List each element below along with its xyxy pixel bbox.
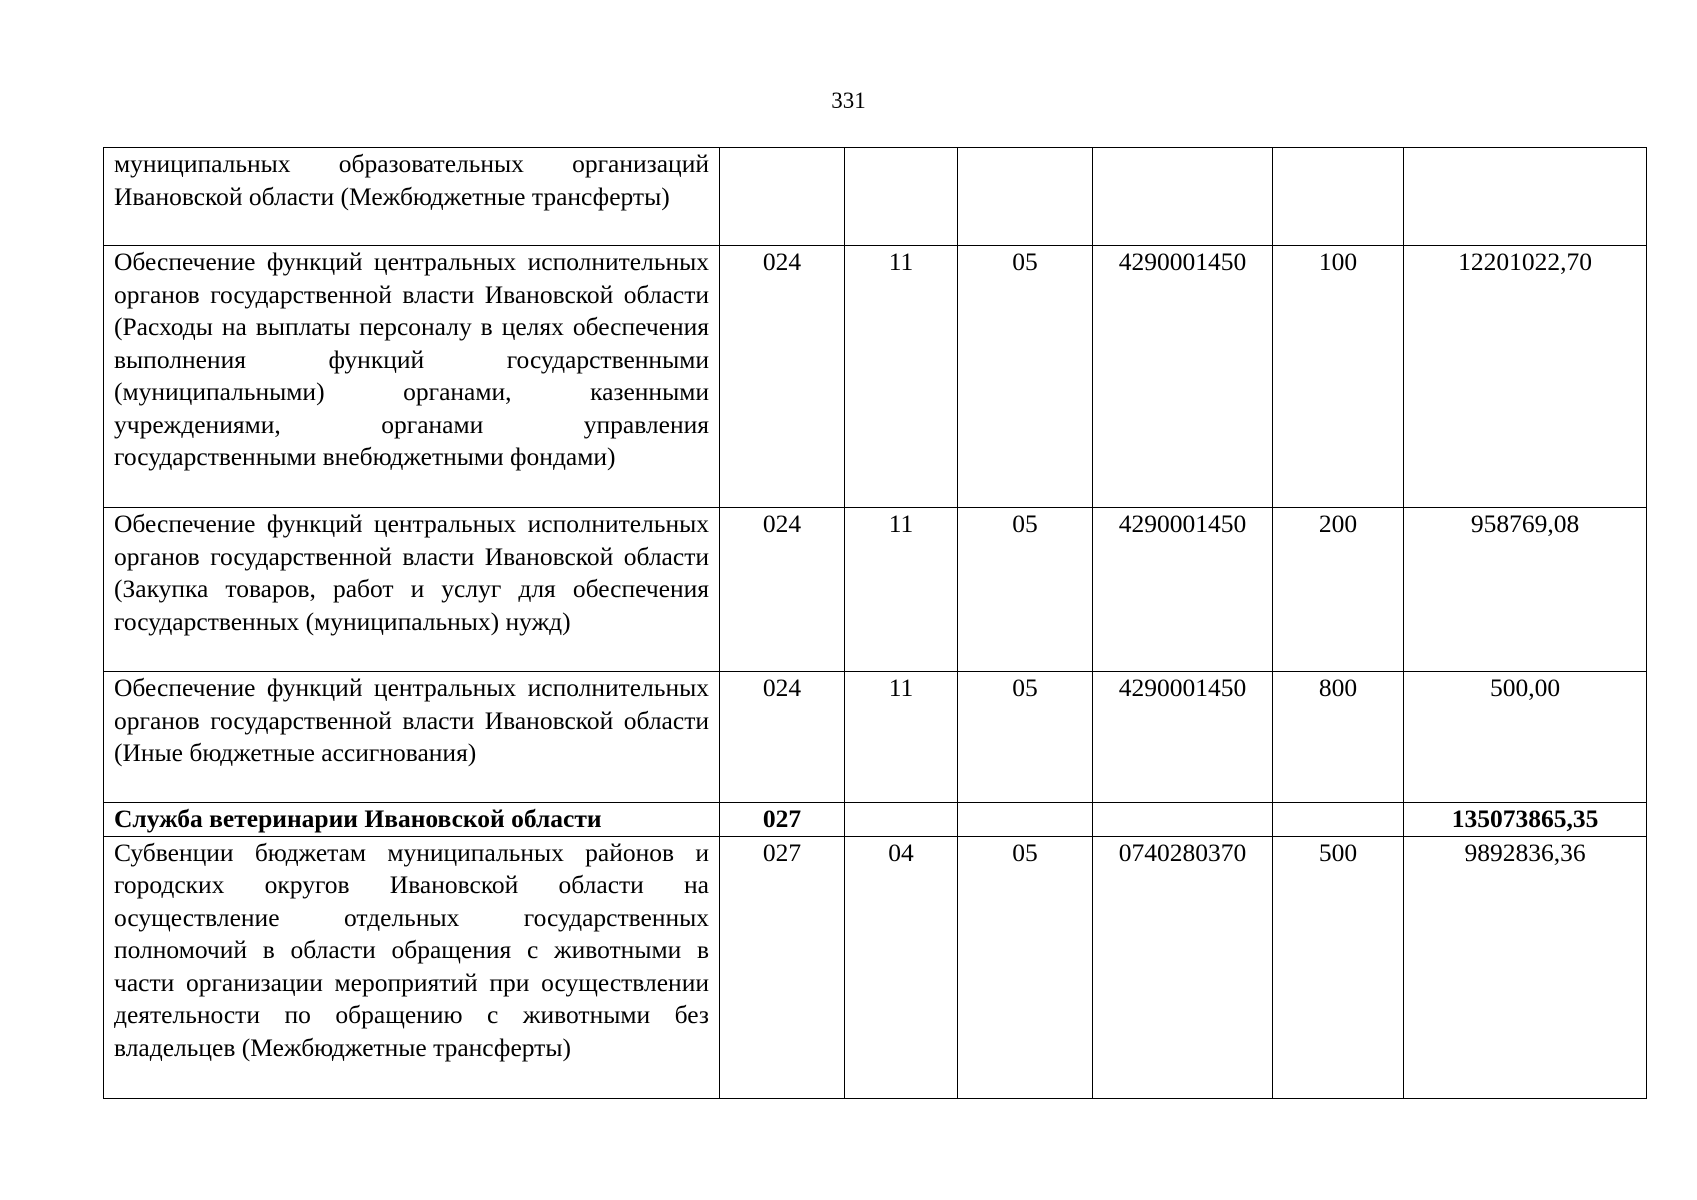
subsection-code-cell: 05 [958, 508, 1093, 672]
description-cell: Субвенции бюджетам муниципальных районов и городских округов Ивановской области на осуществление отдельных государственных полномочий в области обращения с животными в части организации мероприятий при осуществлении деятельности по обращению с животными без владельцев (Межбюджетные трансферты) [104, 836, 720, 1098]
target-article-cell: 4290001450 [1093, 508, 1273, 672]
section-code-cell: 11 [845, 246, 958, 508]
expense-type-cell: 200 [1273, 508, 1404, 672]
section-code-cell: 11 [845, 508, 958, 672]
page-number: 331 [831, 88, 866, 113]
budget-table [103, 147, 1647, 1099]
target-article-cell: 4290001450 [1093, 246, 1273, 508]
subsection-code-cell [958, 148, 1093, 246]
table-row [104, 836, 1647, 1098]
expense-type-cell [1273, 803, 1404, 837]
target-article-cell: 4290001450 [1093, 672, 1273, 803]
amount-cell: 9892836,36 [1404, 836, 1647, 1098]
table-row [104, 508, 1647, 672]
ministry-code-cell: 027 [720, 803, 845, 837]
section-code-cell [845, 803, 958, 837]
amount-cell [1404, 148, 1647, 246]
ministry-code-cell: 024 [720, 672, 845, 803]
table-row [104, 148, 1647, 246]
subsection-code-cell: 05 [958, 246, 1093, 508]
description-cell: Обеспечение функций центральных исполнительных органов государственной власти Ивановской области (Закупка товаров, работ и услуг для обеспечения государственных (муниципальных) нужд) [104, 508, 720, 672]
table-row [104, 246, 1647, 508]
amount-cell: 12201022,70 [1404, 246, 1647, 508]
target-article-cell [1093, 803, 1273, 837]
expense-type-cell: 100 [1273, 246, 1404, 508]
expense-type-cell: 500 [1273, 836, 1404, 1098]
amount-cell: 135073865,35 [1404, 803, 1647, 837]
expense-type-cell: 800 [1273, 672, 1404, 803]
section-code-cell: 11 [845, 672, 958, 803]
subsection-code-cell [958, 803, 1093, 837]
section-code-cell [845, 148, 958, 246]
table-row [104, 672, 1647, 803]
description-cell: Служба ветеринарии Ивановской области [104, 803, 720, 837]
ministry-code-cell [720, 148, 845, 246]
description-cell: Обеспечение функций центральных исполнительных органов государственной власти Ивановской области (Иные бюджетные ассигнования) [104, 672, 720, 803]
ministry-code-cell: 024 [720, 508, 845, 672]
ministry-code-cell: 024 [720, 246, 845, 508]
subsection-code-cell: 05 [958, 836, 1093, 1098]
section-code-cell: 04 [845, 836, 958, 1098]
amount-cell: 958769,08 [1404, 508, 1647, 672]
expense-type-cell [1273, 148, 1404, 246]
table-row-section-total [104, 803, 1647, 837]
subsection-code-cell: 05 [958, 672, 1093, 803]
ministry-code-cell: 027 [720, 836, 845, 1098]
description-cell: Обеспечение функций центральных исполнительных органов государственной власти Ивановской области (Расходы на выплаты персоналу в целях обеспечения выполнения функций государственными (муниципальными) органами, казенными учреждениями, органами управления государственными внебюджетными фондами) [104, 246, 720, 508]
amount-cell: 500,00 [1404, 672, 1647, 803]
target-article-cell: 0740280370 [1093, 836, 1273, 1098]
target-article-cell [1093, 148, 1273, 246]
description-cell: муниципальных образовательных организаций Ивановской области (Межбюджетные трансферты) [104, 148, 720, 246]
